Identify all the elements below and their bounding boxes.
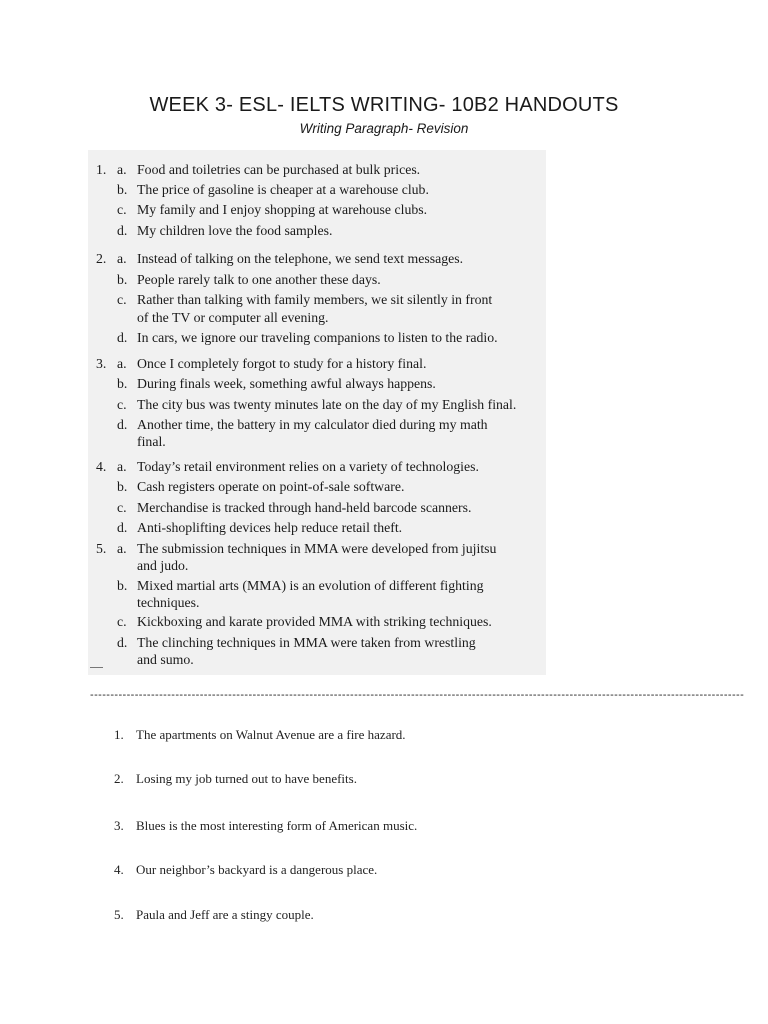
section-divider: -----------------------------------------------------------------------------------------------------------------------------------------------------------------: [90, 689, 745, 701]
item-letter: b.: [117, 578, 128, 593]
statement-text: Blues is the most interesting form of American music.: [136, 818, 418, 833]
statement-text: Paula and Jeff are a stingy couple.: [136, 907, 314, 922]
item-letter: c.: [117, 202, 127, 217]
statement-number: 3.: [114, 818, 124, 833]
item-letter: c.: [117, 500, 127, 515]
item-letter: c.: [117, 292, 127, 307]
item-text: During finals week, something awful always happens.: [137, 376, 436, 391]
item-text: Cash registers operate on point-of-sale software.: [137, 479, 405, 494]
item-text: The price of gasoline is cheaper at a warehouse club.: [137, 182, 429, 197]
item-letter: b.: [117, 479, 128, 494]
statement-text: Our neighbor’s backyard is a dangerous place.: [136, 862, 378, 877]
item-text: My children love the food samples.: [137, 223, 333, 238]
item-text: The submission techniques in MMA were developed from jujitsu: [137, 541, 497, 556]
item-letter: c.: [117, 614, 127, 629]
item-letter: d.: [117, 223, 128, 238]
item-letter: a.: [117, 162, 127, 177]
item-letter: a.: [117, 356, 127, 371]
question-number: 1.: [96, 162, 107, 177]
question-number: 3.: [96, 356, 107, 371]
statement-number: 2.: [114, 771, 124, 786]
item-text: The clinching techniques in MMA were taken from wrestling: [137, 635, 476, 650]
item-text: Another time, the battery in my calculator died during my math: [137, 417, 488, 432]
item-text: and judo.: [137, 558, 189, 573]
statement-text: The apartments on Walnut Avenue are a fire hazard.: [136, 727, 406, 742]
item-letter: a.: [117, 459, 127, 474]
item-text: Merchandise is tracked through hand-held barcode scanners.: [137, 500, 472, 515]
item-letter: a.: [117, 541, 127, 556]
item-text: Kickboxing and karate provided MMA with striking techniques.: [137, 614, 492, 629]
item-text: The city bus was twenty minutes late on the day of my English final.: [137, 397, 517, 412]
item-text: Anti-shoplifting devices help reduce retail theft.: [137, 520, 403, 535]
scan-edge-mark: [90, 667, 103, 668]
item-text: In cars, we ignore our traveling companions to listen to the radio.: [137, 330, 498, 345]
statement-text: Losing my job turned out to have benefits.: [136, 771, 357, 786]
statement-number: 5.: [114, 907, 124, 922]
item-text: Once I completely forgot to study for a history final.: [137, 356, 427, 371]
item-text: Today’s retail environment relies on a variety of technologies.: [137, 459, 479, 474]
item-letter: d.: [117, 635, 128, 650]
question-number: 4.: [96, 459, 107, 474]
item-text: Food and toiletries can be purchased at bulk prices.: [137, 162, 421, 177]
item-text: Rather than talking with family members, we sit silently in front: [137, 292, 493, 307]
statement-number: 1.: [114, 727, 124, 742]
item-text: People rarely talk to one another these days.: [137, 272, 381, 287]
question-number: 2.: [96, 251, 107, 266]
item-text: final.: [137, 434, 166, 449]
page-subtitle: Writing Paragraph- Revision: [299, 121, 469, 136]
page-title: WEEK 3- ESL- IELTS WRITING- 10B2 HANDOUTS: [149, 94, 619, 116]
item-text: Instead of talking on the telephone, we send text messages.: [137, 251, 464, 266]
item-letter: b.: [117, 272, 128, 287]
item-letter: b.: [117, 376, 128, 391]
item-text: of the TV or computer all evening.: [137, 310, 329, 325]
item-letter: d.: [117, 330, 128, 345]
item-text: My family and I enjoy shopping at warehouse clubs.: [137, 202, 428, 217]
statement-number: 4.: [114, 862, 124, 877]
item-letter: c.: [117, 397, 127, 412]
item-text: techniques.: [137, 595, 200, 610]
item-letter: d.: [117, 520, 128, 535]
item-letter: b.: [117, 182, 128, 197]
item-text: and sumo.: [137, 652, 194, 667]
item-text: Mixed martial arts (MMA) is an evolution of different fighting: [137, 578, 484, 593]
item-letter: d.: [117, 417, 128, 432]
item-letter: a.: [117, 251, 127, 266]
question-number: 5.: [96, 541, 107, 556]
